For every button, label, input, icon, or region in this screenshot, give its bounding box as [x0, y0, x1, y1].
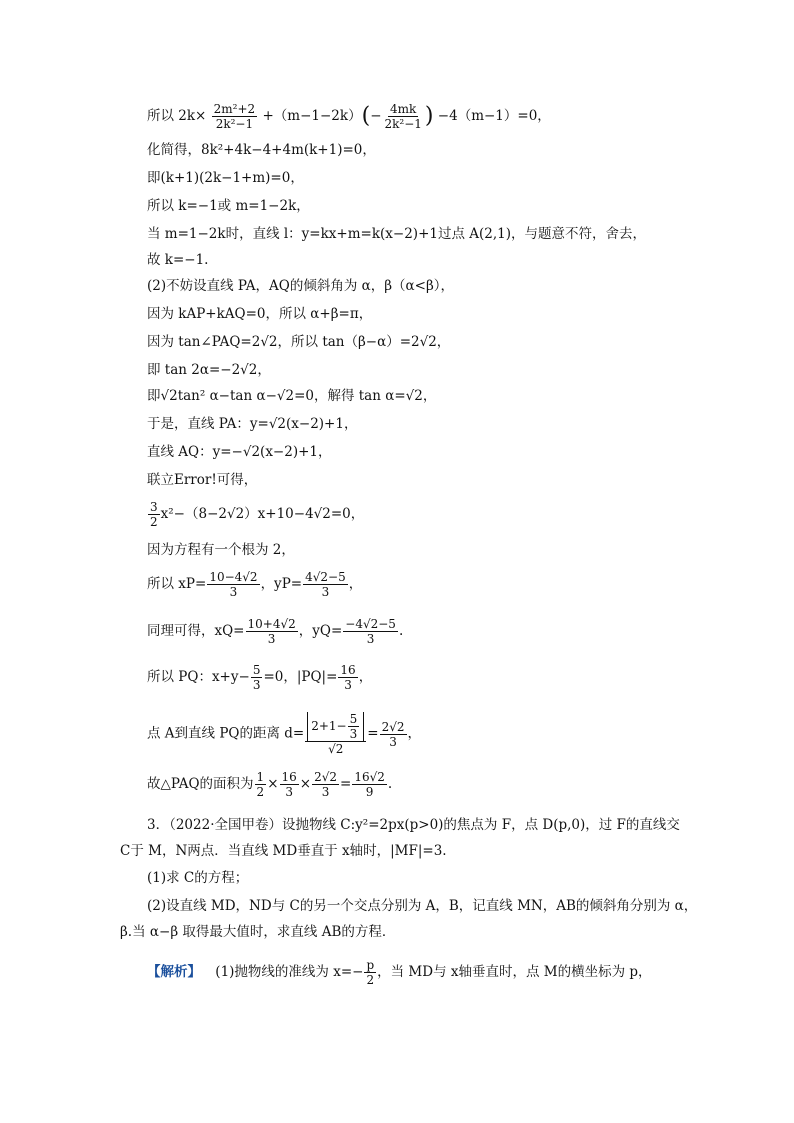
solution-line	[147, 958, 652, 987]
numerator	[305, 712, 366, 742]
fraction	[383, 102, 424, 131]
text: x²−（8−2√2）x+10−4√2=0，	[160, 506, 365, 522]
fraction	[338, 663, 357, 692]
denominator: 3	[321, 585, 330, 599]
numerator: −4√2−5	[345, 617, 396, 631]
denominator: 3	[229, 585, 238, 599]
fraction	[207, 570, 259, 599]
denominator: 9	[365, 785, 374, 799]
equation-line-9: 因为 tan∠PAQ=2√2，所以 tan（β−α）=2√2，	[147, 334, 451, 350]
absolute-value	[307, 712, 364, 741]
denominator: 3	[321, 785, 330, 799]
fraction	[380, 720, 407, 749]
numerator: 16	[340, 663, 356, 677]
text: ，	[358, 669, 373, 685]
denominator: 3	[366, 632, 375, 646]
fraction	[251, 663, 263, 692]
equation-line-1: 所以 2k× $\frac{\text{2m²+2}}{\text{2k²−1}}$ +（m−1−2k）(− $\frac{4mk}{\text{2k²−1}}$ ) −4（m−1）=0，	[147, 102, 551, 131]
equation-line-13: 直线 AQ：y=−√2(x−2)+1，	[147, 444, 332, 460]
fraction	[255, 770, 267, 799]
text: 故△PAQ的面积为	[147, 776, 254, 792]
fraction	[364, 958, 376, 987]
paren-open: (	[361, 103, 371, 129]
equation-line-3: 即(k+1)(2k−1+m)=0，	[147, 170, 304, 186]
equation-line-19	[147, 663, 372, 692]
text: (1)抛物线的准线为 x=−	[215, 964, 364, 980]
fraction	[305, 712, 366, 756]
fraction	[343, 617, 398, 646]
fraction	[312, 770, 339, 799]
text: ，yQ=	[298, 623, 343, 639]
text: .	[398, 623, 404, 639]
denominator: 3	[344, 678, 352, 692]
equation-line-7: (2)不妨设直线 PA，AQ的倾斜角为 α，β（α<β），	[147, 278, 455, 294]
denominator: 2k²−1	[215, 117, 254, 131]
numerator: 16	[281, 770, 297, 784]
equation-line-4: 所以 k=−1或 m=1−2k，	[147, 198, 310, 214]
equation-line-10: 即 tan 2α=−2√2，	[147, 362, 271, 378]
fraction	[280, 770, 299, 799]
denominator: 3	[389, 734, 397, 749]
equation-line-18	[147, 617, 403, 646]
text: ，	[348, 576, 363, 592]
fraction	[348, 712, 360, 741]
text: =0，|PQ|=	[263, 669, 338, 685]
equation-line-8: 因为 kAP+kAQ=0，所以 α+β=π，	[147, 306, 373, 322]
problem-3-part-2b: β.当 α−β 取得最大值时，求直线 AB的方程．	[120, 924, 396, 940]
text: −4（m−1）=0，	[437, 108, 551, 124]
numerator: p	[366, 958, 375, 972]
equation-line-21: 故△PAQ的面积为 $\frac{1}{2}$ × $\frac{16}{3}$ × $\frac{2√2}{3}$ = $\frac{16√2}{9}$ .	[147, 770, 393, 799]
denominator: 2	[150, 515, 158, 529]
denominator: 3	[267, 632, 276, 646]
numerator: 5	[349, 712, 358, 726]
numerator: 2√2	[381, 719, 405, 734]
numerator: 16√2	[354, 770, 385, 784]
text: =	[367, 725, 379, 742]
text: ，当 MD与 x轴垂直时，点 M的横坐标为 p，	[377, 964, 652, 980]
text: +（m−1−2k）	[262, 108, 362, 124]
fraction	[246, 617, 298, 646]
equation-line-17	[147, 570, 362, 599]
text: 所以 2k×	[147, 108, 207, 124]
denominator: 2	[256, 785, 265, 799]
equation-line-11: 即√2tan² α−tan α−√2=0，解得 tan α=√2，	[147, 388, 437, 404]
equation-line-20	[147, 712, 421, 756]
text: 2+1−	[311, 719, 347, 733]
problem-3-line-2: C于 M，N两点．当直线 MD垂直于 x轴时，|MF|=3.	[120, 843, 447, 859]
numerator: 4√2−5	[305, 570, 346, 584]
text: 所以 xP=	[147, 576, 207, 592]
problem-3-part-1: (1)求 C的方程；	[147, 870, 249, 886]
denominator: 2	[366, 973, 375, 987]
numerator: 1	[256, 770, 265, 784]
paren-close: )	[424, 103, 434, 129]
numerator: 2m²+2	[213, 102, 256, 116]
text: ，yP=	[260, 576, 303, 592]
solution-label: 【解析】	[147, 964, 201, 980]
denominator: 3	[349, 727, 358, 741]
problem-3-part-2a: (2)设直线 MD，ND与 C的另一个交点分别为 A，B，记直线 MN，AB的倾斜角分别为 α，	[147, 898, 698, 914]
equation-line-15	[147, 500, 364, 529]
text: 点 A到直线 PQ的距离 d=	[147, 725, 305, 742]
problem-3-line-1: 3．（2022·全国甲卷）设抛物线 C:y²=2px(p>0)的焦点为 F，点 D(p,0)，过 F的直线交	[147, 817, 680, 833]
denominator: √2	[328, 742, 344, 756]
equation-line-2: 化简得，8k²+4k−4+4m(k+1)=0，	[147, 142, 376, 158]
equation-line-6: 故 k=−1.	[147, 252, 209, 268]
fraction	[148, 500, 160, 529]
text: .	[387, 776, 393, 792]
text: 同理可得，xQ=	[147, 623, 245, 639]
text: 所以 PQ：x+y−	[147, 669, 250, 685]
text: ，	[407, 725, 421, 742]
equation-line-16: 因为方程有一个根为 2，	[147, 542, 295, 558]
denominator: 3	[285, 785, 293, 799]
numerator: 10−4√2	[209, 570, 258, 584]
denominator: 2k²−1	[384, 117, 422, 131]
fraction	[303, 570, 348, 599]
numerator: 10+4√2	[247, 617, 296, 631]
numerator: 5	[252, 663, 261, 677]
numerator: 2√2	[314, 770, 338, 784]
fraction	[352, 770, 387, 799]
equation-line-14: 联立Error!可得，	[147, 472, 258, 488]
equation-line-5: 当 m=1−2k时，直线 l：y=kx+m=k(x−2)+1过点 A(2,1)，与题意不符，舍去，	[147, 226, 647, 242]
numerator: 4mk	[390, 102, 417, 116]
numerator: 3	[150, 500, 158, 514]
fraction	[212, 102, 258, 131]
equation-line-12: 于是，直线 PA：y=√2(x−2)+1，	[147, 416, 358, 432]
denominator: 3	[252, 678, 261, 692]
